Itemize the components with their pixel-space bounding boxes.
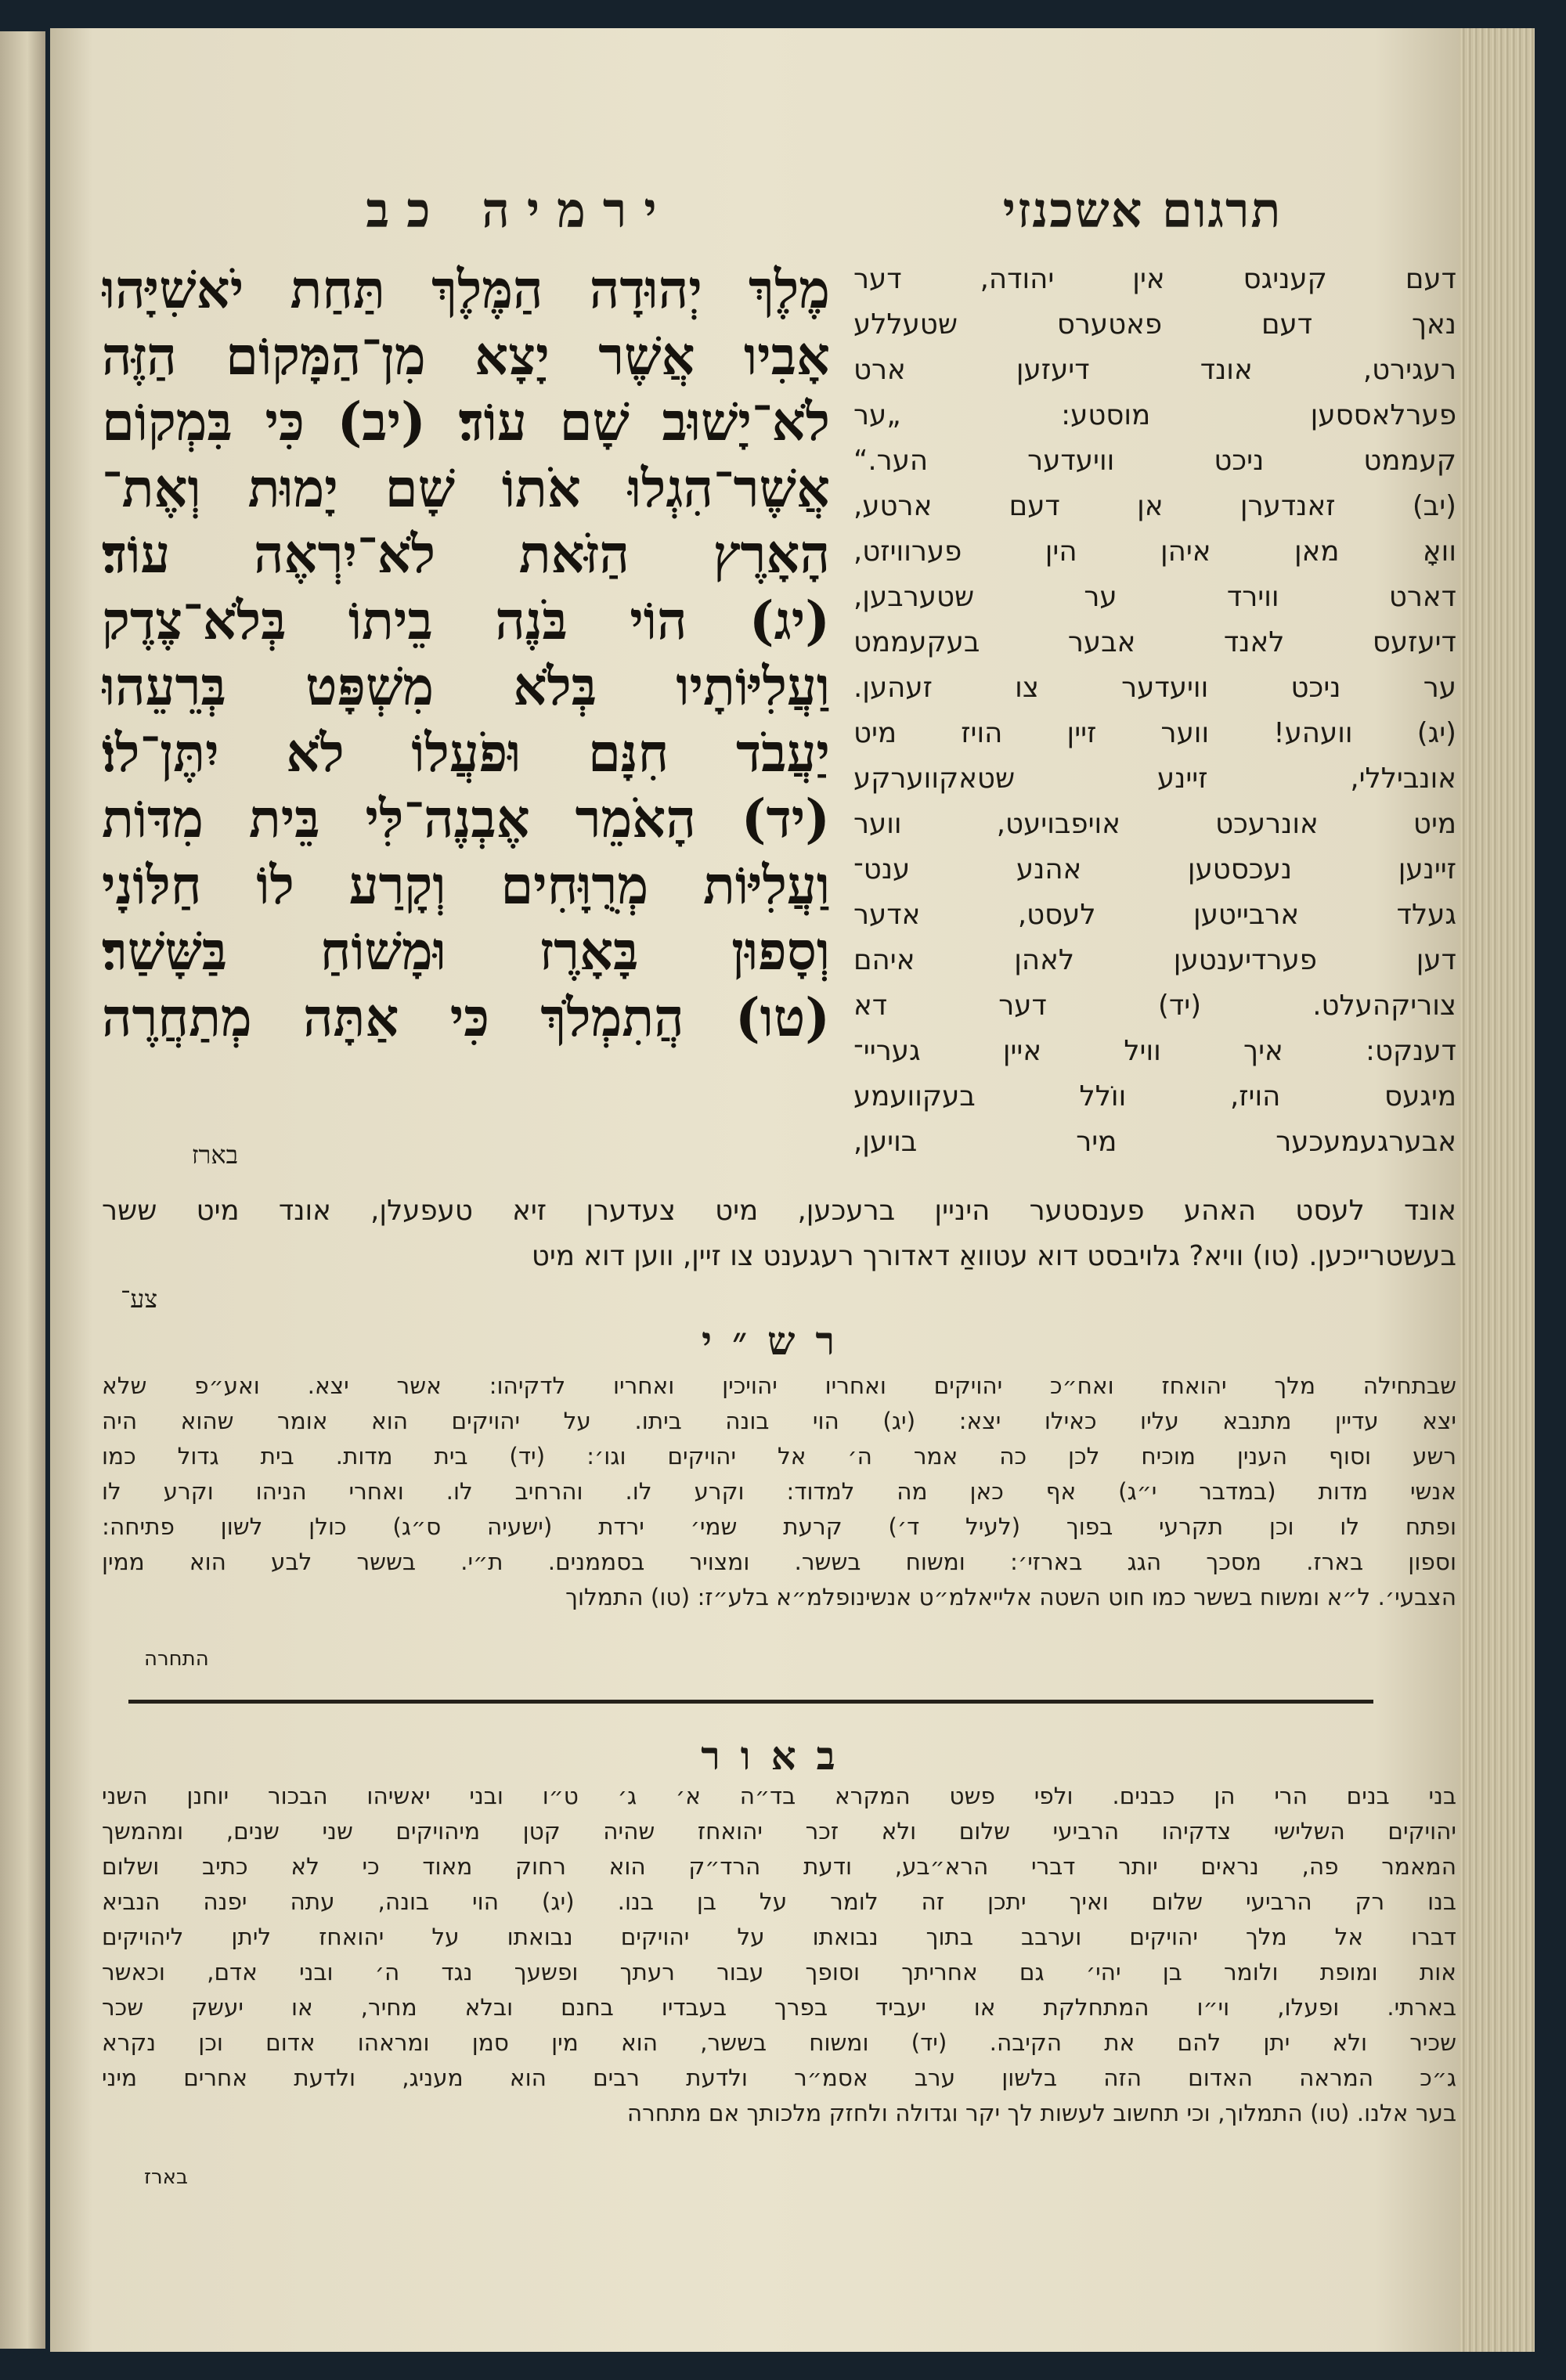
bible-text-column — [102, 257, 830, 1170]
targum-line: אבערגעמעכער מיר בויען, — [853, 1126, 1456, 1158]
targum-full-line: אונד לעסט האהע פענסטער היניין ברעכען, מיט צעדערן זיא טעפעלן, אונד מיט ששר — [102, 1195, 1456, 1227]
bible-line: וְסָפוּן בָּאָרֶז וּמָשׁוֹחַ בַּשָּׁשַׁר׃ — [102, 920, 830, 982]
targum-full-width — [102, 1188, 1456, 1290]
targum-full-line: בעשטרייכען. (טו) וויא? גלויבסט דוא עטוואַ דאדורך רעגענט צו זיין, ווען דוא מיט — [531, 1240, 1456, 1272]
targum-catchword: צע־ — [121, 1284, 158, 1314]
targum-line: מיט אונרעכט אויפבויעט, ווער — [853, 808, 1456, 840]
targum-line: (יג) וועהע! ווער זיין הויז מיט — [853, 717, 1456, 749]
targum-line: רעגירט, אונד דיעזען ארט — [853, 354, 1456, 386]
targum-line: פערלאססען מוסטע: „ער — [853, 399, 1456, 431]
targum-line: אונביללי, זיינע שטאקווערקע — [853, 763, 1456, 795]
targum-line: צוריקהעלט. (יד) דער דא — [853, 990, 1456, 1022]
running-header-book: ירמיה כב — [366, 182, 674, 239]
rashi-line: ופתח לו וכן תקרעי בפוך (לעיל ד׳) קרעת שמי׳ ירדת (ישעיה ס״ג) כולן לשון פתיחה: — [102, 1513, 1456, 1540]
targum-line: קעממט ניכט וויעדער הער.“ — [853, 445, 1456, 477]
section-divider — [128, 1700, 1373, 1704]
bible-line: אָבִיו אֲשֶׁר יָצָא מִן־הַמָּקוֹם הַזֶּה — [102, 324, 830, 387]
rashi-line: יצא עדיין מתנבא עליו כאילו יצא: (יג) הוי בונה ביתו. על יהויקים הוא אומר שהוא היה — [102, 1408, 1456, 1434]
bible-line: לֹא־יָשׁוּב שָׁם עוֹד׃ (יב) כִּי בִּמְקוֹם — [102, 391, 830, 453]
beur-line: יהויקים השלישי צדקיהו הרביעי שלום ולא זכר יהואחז שהיה קטן מיהויקים שני שנים, ומהמשך — [102, 1818, 1456, 1844]
facing-page-edge — [0, 31, 45, 2349]
rashi-line: אנשי מדות (במדבר י״ג) אף כאן מה למדוד: וקרע לו. והרחיב לו. ואחרי הניהו וקרע לו — [102, 1478, 1456, 1505]
beur-line: ג״כ המראה האדום הזה בלשון ערב אסמ״ר ולדעת רבים הוא מעניג, ולדעת אחרים מיני — [102, 2064, 1456, 2091]
beur-line: דברו אל מלך יהויקים וערבב בתוך נבואתו על יהויקים נבואתו על יהואחז ליתן ליהויקים — [102, 1924, 1456, 1950]
book-page — [50, 28, 1460, 2352]
rashi-line: שבתחילה מלך יהואחז ואח״כ יהויקים ואחריו יהויכין ואחריו לדקיהו: אשר יצא. ואע״פ שלא — [102, 1372, 1456, 1399]
bible-line: וַעֲלִיּוֹת מְרֻוָּחִים וְקָרַע לוֹ חַלּוֹנָי — [102, 853, 830, 916]
targum-line: דיעזעס לאנד אבער בעקעממט — [853, 626, 1456, 658]
bible-line: מֶלֶךְ יְהוּדָה הַמֶּלֶךְ תַּחַת יֹאשִׁיָּהוּ — [102, 258, 830, 320]
beur-commentary — [102, 1779, 1456, 2170]
bible-line: (יג) הוֹי בֹּנֶה בֵיתוֹ בְּלֹא־צֶדֶק — [102, 589, 830, 651]
running-header-targum: תרגום אשכנזי — [1002, 182, 1283, 239]
beur-line: המאמר פה, נראים יותר דברי הרא״בע, ודעת הרד״ק הוא רחוק מאוד כי לא כתיב ושלום — [102, 1853, 1456, 1880]
beur-catchword: בארז — [144, 2165, 189, 2189]
bible-line: הָאָרֶץ הַזֹּאת לֹא־יִרְאֶה עוֹד׃ — [102, 523, 830, 585]
targum-line: ער ניכט וויעדער צו זעהען. — [853, 672, 1456, 704]
beur-line: אות ומופת ולומר בן יהי׳ גם אחריתך וסופך עבור רעתך ופשעך נגד ה׳ ובני אדם, וכאשר — [102, 1959, 1456, 1985]
bible-line: (יד) הָאֹמֵר אֶבְנֶה־לִּי בֵּית מִדּוֹת — [102, 788, 830, 849]
targum-line: מיגעס הויז, ווֹלל בעקוועמע — [853, 1080, 1456, 1112]
rashi-line: וספון בארז. מסכך הגג בארזי׳: ומשוח בששר. ומצויר בסממנים. ת״י. בששר לבע הוא ממין — [102, 1549, 1456, 1575]
targum-line: דען פערדיענטען לאהן איהם — [853, 944, 1456, 976]
targum-line: דארט ווירד ער שטערבען, — [853, 581, 1456, 613]
beur-line: שכיר ולא יתן להם את הקיבה. (יד) ומשוח בששר, הוא מין סמן ומראהו אדום וכן נקרא — [102, 2029, 1456, 2056]
rashi-line: הצבעי׳. ל״א ומשוח בששר כמו חוט השטה אלייאלמ״ט אנשינופלמ״א בלע״ז: (טו) התמלוך — [565, 1584, 1456, 1610]
targum-line: נאך דעם פאטערס שטעללע — [853, 308, 1456, 341]
bible-line: וַעֲלִיּוֹתָיו בְּלֹא מִשְׁפָּט בְּרֵעֵהוּ — [102, 655, 830, 717]
rashi-line: רשע וסוף הענין מוכיח לכן כה אמר ה׳ אל יהויקים וגו׳: (יד) בית מדות. בית גדול כמו — [102, 1443, 1456, 1469]
targum-line: דענקט: איך וויל איין געריי־ — [853, 1035, 1456, 1067]
bible-line: אֲשֶׁר־הִגְלוּ אֹתוֹ שָׁם יָמוּת וְאֶת־ — [102, 456, 830, 519]
beur-line: בני בנים הרי הן כבנים. ולפי פשט המקרא בד״ה א׳ ג׳ ט״ו ובני יאשיהו הבכור יוחנן השני — [102, 1783, 1456, 1809]
rashi-catchword: התחרה — [144, 1647, 209, 1671]
beur-heading: באור — [701, 1733, 856, 1779]
targum-line: זיינען נעכסטען אהנע ענט־ — [853, 853, 1456, 885]
page-edges — [1460, 28, 1535, 2352]
targum-line: וואָ מאן איהן הין פערוויזט, — [853, 536, 1456, 568]
bible-catchword: בארז — [191, 1140, 238, 1170]
bible-line: יַעֲבֹד חִנָּם וּפֹעֲלוֹ לֹא יִתֶּן־לוֹ׃ — [102, 721, 830, 784]
rashi-commentary — [102, 1368, 1456, 1688]
bible-line: (טו) הֲתִמְלֹךְ כִּי אַתָּה מְתַחֲרֶה — [102, 986, 830, 1048]
beur-line: בער אלנו. (טו) התמלוך, וכי תחשוב לעשות לך יקר וגדולה ולחזק מלכותך אם מתחרה — [626, 2100, 1456, 2126]
targum-line: (יב) זאנדערן אן דעם ארטע, — [853, 490, 1456, 522]
rashi-heading: רש״י — [701, 1318, 856, 1364]
beur-line: בנו רק הרביעי שלום ואיך יתכן זה לומר על בן בנו. (יג) הוי בונה, עתה יפנה הנביא — [102, 1888, 1456, 1915]
targum-column — [853, 257, 1456, 1188]
targum-line: דעם קעניגס אין יהודה, דער — [853, 263, 1456, 295]
beur-line: בארתי. ופעלו, וי״ו המתחלקת או יעביד בפרך בעבדיו בחנם ובלא מחיר, או יעשק שכר — [102, 1994, 1456, 2021]
targum-line: געלד ארבייטען לעסט, אדער — [853, 899, 1456, 931]
